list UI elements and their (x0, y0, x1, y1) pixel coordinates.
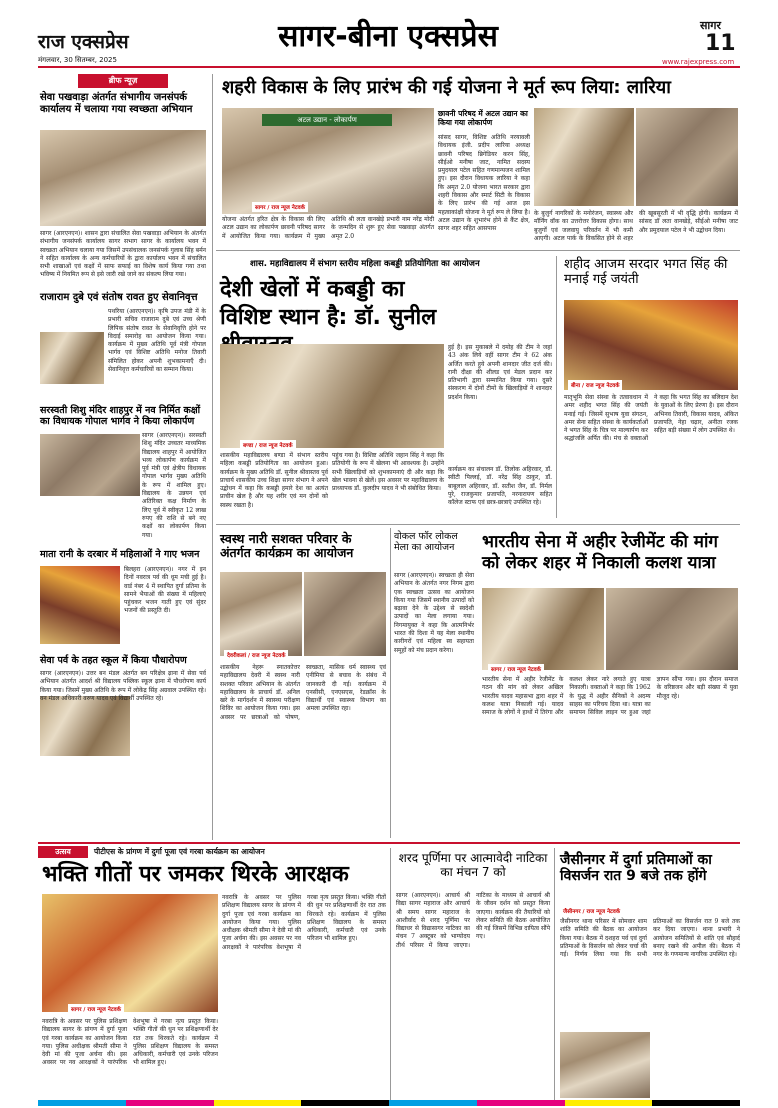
swasth-photo-2 (304, 572, 386, 656)
masthead-left-title: राज एक्सप्रेस (38, 31, 129, 53)
jaisinagar-body: जैसीनगर थाना परिसर में सोमवार शाम शांति समिति की बैठक का आयोजन किया गया। बैठक में दशहरा पर्व एवं दुर्गा प्रतिमाओं के विसर्जन को लेकर चर्चा की गई। निर्णय लिया गया कि सभी प्रतिमाओं का विसर्जन रात 9 बजे तक कर दिया जाएगा। थाना प्रभारी ने आयोजन समितियों से शांति एवं सौहार्द बनाए रखने की अपील की। बैठक में नगर के गणमान्य नागरिक उपस्थित रहे। (560, 918, 740, 959)
lead-caption: सागर / राज न्यूज नेटवर्क (252, 202, 308, 212)
swasth-photo-1 (220, 572, 302, 656)
lead-story (216, 72, 740, 248)
brief-5-photo (40, 696, 130, 756)
masthead-rule (38, 66, 740, 68)
page-number: 11 (705, 31, 736, 56)
kabaddi-body-a: शासकीय महाविद्यालय बण्डा में संभाग स्तरीय महिला कबड्डी प्रतियोगिता का आयोजन हुआ। कार्यक्रम के मुख्य अतिथि डॉ. सुनील श्रीवास्तव पूर्व प्राचार्य शासकीय उच्च शिक्षा सागर संभाग ने अपने उद्बोधन में कहा कि कबड्डी हमारे देश का अत्यंत प्राचीन खेल है और यह शरीर एवं मन दोनों को स्वस्थ रखता है। (220, 452, 328, 509)
lead-sub-headline: छावनी परिषद में अटल उद्यान का किया गया लोकार्पण (438, 109, 528, 127)
army-body: भारतीय सेना में अहीर रेजीमेंट के गठन की मांग को लेकर अखिल भारतीय यादव महासभा द्वारा शहर में कलश यात्रा निकाली गई। यादव समाज के लोगों ने हाथों में तिरंगा और कलश लेकर नारे लगाते हुए यात्रा निकाली। वक्ताओं ने कहा कि 1962 के युद्ध में अहीर सैनिकों ने अदम्य साहस का परिचय दिया था। यात्रा का समापन सिविल लाइन पर हुआ जहां ज्ञापन सौंपा गया। इस दौरान समाज के वरिष्ठजन और बड़ी संख्या में युवा मौजूद रहे। (482, 676, 738, 717)
kabaddi-headline: देशी खेलों में कबड्डी का विशिष्ट स्थान है: डॉ. सुनील (220, 277, 437, 330)
army-photo-2 (606, 588, 738, 670)
brief-2-body: पथरिया (आरएनएन)। कृषि उपज मंडी में के प्रभारी सचिव राजाराम दुबे एवं उच्च श्रेणी लिपिक संतोष रावत के सेवानिवृत्ति होने पर विदाई समारोह का आयोजन किया गया। कार्यक्रम में मुख्य अतिथि पूर्व मंत्री गोपाल भार्गव एवं विशिष्ट अतिथि मनोज तिवारी संमिलित होकर अपनी शुभकामनाएँ दी। सेवानिवृत्त कर्मचारियों का सम्मान किया। (108, 308, 206, 374)
jaisinagar-body-cont (654, 1032, 740, 1098)
durga-headline: भक्ति गीतों पर जमकर थिरके आरक्षक (42, 862, 349, 887)
brief-5-body-cont (134, 696, 206, 836)
swasth-headline: स्वस्थ नारी सशक्त परिवार के अंतर्गत कार्यक्रम का आयोजन (220, 531, 354, 561)
durga-body-right: नवरात्रि के अवसर पर पुलिस प्रशिक्षण विद्यालय सागर के प्रांगण में दुर्गा पूजा एवं गरबा कार्यक्रम का आयोजन किया गया। पुलिस अधीक्षक श्रीमती सीमा ने देवी मां की पूजा अर्चना की। इस अवसर पर नव आरक्षकों ने पारंपरिक वेशभूषा में गरबा नृत्य प्रस्तुत किया। भक्ति गीतों की धुन पर प्रशिक्षणार्थी देर रात तक थिरकते रहे। कार्यक्रम में पुलिस प्रशिक्षण विद्यालय के समस्त अधिकारी, कर्मचारी एवं उनके परिजन भी शामिल हुए। (222, 894, 386, 951)
brief-4-body: बिलहरा (आरएनएन)। नगर में इन दिनों नवरात्र पर्व की धूम मची हुई है। वार्ड नंबर 4 में स्थापित दुर्गा प्रतिमा के सामने भैयाओं की संख्या में महिलाएं पहुंचकर भजन गाती हुए एवं सुंदर भजनों की प्रस्तुति दी। (124, 566, 206, 615)
swasth-body: शासकीय नेहरू स्नातकोत्तर महाविद्यालय देवरी में स्वस्थ नारी सशक्त परिवार अभियान के अंतर्गत महाविद्यालय के प्राचार्य डॉ. अनिल खरे के मार्गदर्शन में स्वास्थ्य परीक्षण शिविर का आयोजन किया गया। इस अवसर पर छात्राओं को पोषण, स्वच्छता, मासिक धर्म स्वास्थ्य एवं एनीमिया से बचाव के संबंध में जानकारी दी गई। कार्यक्रम में एनसीसी, एनएसएस, रेडक्रॉस के विद्यार्थी एवं स्वास्थ्य विभाग का अमला उपस्थित रहा। (220, 664, 386, 721)
army-story (478, 526, 740, 840)
masthead-date: मंगलवार, 30 सितम्बर, 2025 (38, 56, 117, 64)
left-divider (212, 74, 213, 840)
masthead-city: सागर (700, 19, 721, 32)
lead-photo-banner: अटल उद्यान - लोकार्पण (262, 114, 392, 126)
brief-3-title: सरस्वती शिशु मंदिर शाहपुर में नव निर्मित कक्षों का विधायक गोपाल भार्गव ने किया लोकार्पण (40, 405, 201, 427)
mid-rule (216, 524, 740, 525)
vocal-story (392, 526, 476, 840)
durga-divider (390, 848, 391, 1100)
jaisinagar-story (556, 844, 740, 1100)
army-headline: भारतीय सेना में अहीर रेजीमेंट की मांग को लेकर शहर में निकाली कलश यात्रा (482, 532, 718, 574)
bhagat-headline: शहीद आजम सरदार भगत सिंह की मनाई गई जयंती (564, 257, 728, 287)
brief-4-photo (40, 566, 120, 644)
lead-photo-1 (222, 108, 434, 214)
kabaddi-body-b: पहुंच गया है। विशिष्ट अतिथि जहान सिंह ने कहा कि प्रतियोगी के रूप में खेलना भी आवश्यक है। उन्होंने सभी खिलाड़ियों को शुभकामनाएं दी और कहा कि खेल भावना से खेलें। इस अवसर पर महाविद्यालय के प्राध्यापक डॉ. कुलदीप यादव ने भी संबोधित किया। (332, 452, 444, 493)
vocal-body: सागर (आरएनएन)। स्वच्छता ही सेवा अभियान के अंतर्गत नगर निगम द्वारा एक स्वच्छता उत्सव का आयोजन किया गया जिसमें स्थानीय उत्पादों को बढ़ावा देने के उद्देश्य से स्वदेशी उत्पादों का मेला लगाया गया। निगमायुक्त ने कहा कि आत्मनिर्भर भारत की दिशा में यह मेला स्थानीय कारीगरों एवं महिला स्व सहायता समूहों को मंच प्रदान करेगा। (394, 572, 474, 654)
jaisinagar-headline: जैसीनगर में दुर्गा प्रतिमाओं का विसर्जन रात 9 बजे तक होंगे (560, 852, 712, 885)
jaisinagar-photo (560, 1032, 650, 1098)
brief-1-title: सेवा पखवाड़ा अंतर्गत संभागीय जनसंपर्क कार्यालय में चलाया गया स्वच्छता अभियान (40, 92, 193, 115)
lead-body-mid: सांसद सागर, विशिष्ट अतिथि नरयावली विधायक इंजी. प्रदीप लारिया अध्यक्ष छावनी परिषद ब्रिगेडियर करन सिंह, सीईओ मनीषा जाट, नामित सदस्य प्रमुदयाल पटेल सहित गणमान्यजन शामिल हुए। इस दौरान विधायक लारिया ने कहा कि अमृत 2.0 योजना भारत सरकार द्वारा शहरी विकास और स्मार्ट सिटी के विकास के लिए प्रारंभ की गई आज इस महत्वाकांक्षी योजना ने मूर्त रूप ले लिया है। अटल उद्यान के शुभारंभ होने से कैंट क्षेत्र, सागर शहर सहित आसपास (438, 134, 530, 233)
brief-5-title: सेवा पर्व के तहत स्कूल में किया पौधारोपण (40, 655, 187, 666)
kabaddi-body-c: हुई है। इस मुकाबले में दमोह की टीम ने जहां 43 अंक लिये वहीं सागर टीम ने 62 अंक अर्जित करते हुये अपनी शानदार जीत दर्ज की। रानी दीक्षा की शीलड एवं मेडल प्रदान कर प्रतिभागी द्वारा सम्मानित किया गया। दूसरे संस्करण में दोनों टीमों के खिलाड़ियों ने शानदार प्रदर्शन किया। (448, 344, 552, 401)
swasth-caption: देवरीकलां / राज न्यूज नेटवर्क (224, 650, 288, 660)
lead-photo-2 (534, 108, 634, 206)
bhagat-story (560, 252, 740, 522)
natika-story (392, 844, 552, 1100)
brief-label: ब्रीफ न्यूज़ (78, 74, 168, 88)
jaisinagar-caption: जैसीनगर / राज न्यूज नेटवर्क (560, 906, 623, 916)
swasth-story (216, 526, 388, 840)
brief-3-photo (40, 434, 140, 496)
kabaddi-kicker: शास. महाविद्यालय में संभाग स्तरीय महिला कबड्डी प्रतियोगिता का आयोजन (250, 259, 480, 269)
lead-photo-3 (636, 108, 738, 206)
bhagat-caption: बीना / राज न्यूज नेटवर्क (568, 380, 622, 390)
swasth-divider (390, 528, 391, 838)
kabaddi-body-d: कार्यक्रम का संचालन डॉ. तिलोक अहिरवार, डॉ. स्वीटी पिल्लई, डॉ. नरेंद्र सिंह ठाकुर, डॉ. बाबूलाल अहिरवार, डॉ. सतीश जैन, डॉ. निर्मल पुरे, राजकुमार प्रजापति, नरनारायण सहित कॉलेज स्टाफ एवं छात्र-छात्राएं उपस्थित रहे। (448, 466, 552, 507)
brief-5-body: सागर (आरएनएन)। उत्तर बन मंडल अंतर्गत बन परिक्षेत्र ढ़ाना में सेवा पर्व अभियान अंतर्गत आदर्श श्री विद्यालय पब्लिक स्कूल ढ़ाना में पौधरोपण कार्य किया गया। जिसमें मुख्य अतिथि के रूप में लोकेंद्र सिंह अग्रवाल उपस्थित रहे। वन मंडल अधिकारी वरुण यादव एवं विद्यार्थी उपस्थित रहे। (40, 670, 206, 702)
durga-section-tag: उत्सव (38, 846, 88, 858)
brief-2-photo (40, 332, 104, 384)
lead-bottom-rule (216, 250, 740, 251)
army-photo-1 (482, 588, 604, 670)
bhagat-body: मातृभूमि सेवा संस्था के तत्वावधान में अमर शहीद भगत सिंह की जयंती मनाई गई। जिसमें सुभाष युवा संगठन, अमर सेना सहित संस्था के कार्यकर्ताओं ने भगत सिंह के चित्र पर माल्यार्पण कर श्रद्धांजलि अर्पित की। मंच से वक्ताओं ने कहा कि भगत सिंह का बलिदान देश के युवाओं के लिए प्रेरणा है। इस दौरान अभिनव तिवारी, विकास यादव, अंकित प्रजापति, नेहा चढ़ार, अनीता रजक सहित बड़ी संख्या में लोग उपस्थित थे। (564, 394, 738, 443)
vocal-headline: वोकल फॉर लोकल मेला का आयोजन (394, 531, 458, 553)
bhagat-photo (564, 300, 738, 390)
durga-caption: सागर / राज न्यूज नेटवर्क (68, 1004, 124, 1014)
website: www.rajexpress.com (662, 58, 735, 66)
lead-body-left: योजना अंतर्गत हरित क्षेत्र के विकास की लिए अटल उद्यान का लोकार्पण छावनी परिषद सागर में आयोजित किया गया। कार्यक्रम में मुख्य अतिथि श्री लता वानखेड़े प्रभारी नाम नरेंद्र मोदी के जन्मदिन से शुरू हुए सेवा पखवाड़ा अंतर्गत अमृत 2.0 (222, 216, 434, 240)
kabaddi-caption: बण्डा / राज न्यूज नेटवर्क (240, 440, 296, 450)
brief-4-title: माता रानी के दरबार में महिलाओं ने गाए भजन (40, 549, 200, 560)
lead-body-right: के बुजुर्ग नागरिकों के मनोरंजन, स्वास्थ्य और मॉर्निंग वॉक का उत्तरोत्तर विकास होगा। साथ बुजुर्गों एवं जलवायु परिवर्तन में भी कमी आएगी। अटल पार्क के विकसित होने से शहर की खूबसूरती में भी वृद्धि होगी। कार्यक्रम में सांसद डॉ लता वानखेड़े, सीईओ मनीषा जाट और प्रमुदयाल पटेल ने भी उद्बोधन दिया। (534, 210, 738, 242)
masthead-main-title: सागर-बीना एक्सप्रेस (278, 19, 498, 54)
kabaddi-divider (556, 256, 557, 518)
brief-1-photo (40, 130, 206, 226)
registration-bar (38, 1100, 740, 1106)
lead-headline: शहरी विकास के लिए प्रारंभ की गई योजना ने मूर्त रूप लिया: लारिया (222, 77, 671, 98)
brief-column (38, 72, 208, 840)
natika-headline: शरद पूर्णिमा पर आत्मावेदी नाटिका का मंचन 7 को (398, 851, 548, 879)
brief-2-title: राजाराम दुबे एवं संतोष रावत हुए सेवानिवृत्त (40, 292, 198, 303)
natika-body: सागर (आरएनएन)। आचार्य श्री विद्या सागर महाराज और आचार्य श्री समय सागर महाराज के आशीर्वाद से शरद पूर्णिमा पर विद्याधर से विद्यासागर नाटिका का मंचन 7 अक्टूबर को भाग्योदय तीर्थ परिसर में किया जाएगा। नाटिका के माध्यम से आचार्य श्री के जीवन दर्शन को प्रस्तुत किया जाएगा। कार्यक्रम की तैयारियों को लेकर समिति की बैठक आयोजित की गई जिसमें विभिन्न दायित्व सौंपे गए। (396, 892, 550, 949)
durga-body-left: नवरात्रि के अवसर पर पुलिस प्रशिक्षण विद्यालय सागर के प्रांगण में दुर्गा पूजा एवं गरबा कार्यक्रम का आयोजन किया गया। पुलिस अधीक्षक श्रीमती सीमा ने देवी मां की पूजा अर्चना की। इस अवसर पर नव आरक्षकों ने पारंपरिक वेशभूषा में गरबा नृत्य प्रस्तुत किया। भक्ति गीतों की धुन पर प्रशिक्षणार्थी देर रात तक थिरकते रहे। कार्यक्रम में पुलिस प्रशिक्षण विद्यालय के समस्त अधिकारी, कर्मचारी एवं उनके परिजन भी शामिल हुए। (42, 1018, 218, 1067)
durga-kicker: पीटीएस के प्रांगण में दुर्गा पूजा एवं गरबा कार्यक्रम का आयोजन (94, 847, 265, 856)
natika-divider (554, 848, 555, 1100)
durga-photo (42, 894, 218, 1012)
durga-story (38, 844, 388, 1100)
army-caption: सागर / राज न्यूज नेटवर्क (488, 664, 544, 674)
brief-3-body: सागर (आरएनएन)। सरस्वती शिशु मंदिर उच्चतर माध्यमिक विद्यालय शाहपुर में आयोजित भव्य लोकार्पण कार्यक्रम में पूर्व मंत्री एवं क्षेत्रीय विधायक गोपाल भार्गव मुख्य अतिथि के रूप में शामिल हुए। विद्यालय के उन्नयन एवं अतिरिक्त कक्ष निर्माण के लिए पूर्व में स्वीकृत 12 लाख रुपए की राशि से बने नए कक्षों का लोकार्पण किया गया। (142, 432, 206, 539)
brief-1-body: सागर (आरएनएन)। शासन द्वारा संचालित सेवा पखवाड़ा अभियान के अंतर्गत संभागीय जनसंपर्क कार्यालय सागर सभाग सागर के कार्यालय भवन में स्वच्छता अभियान चलाया गया जिसमें उपसंचालक जनसंपर्क गुलाब सिंह बर्मन ने सहित कार्यालय के अन्य कर्मचारियों के द्वारा कार्यालय भवन में संचालित सभी शाखाओं एवं कक्षों में साफ सफाई का विशेष कार्य किया गया तथा भविष्य में नियमित रूप से इसे जारी रखे जाने का संकल्प लिया गया। (40, 230, 206, 279)
kabaddi-photo (220, 344, 444, 448)
masthead (0, 0, 778, 72)
kabaddi-story (216, 252, 552, 522)
